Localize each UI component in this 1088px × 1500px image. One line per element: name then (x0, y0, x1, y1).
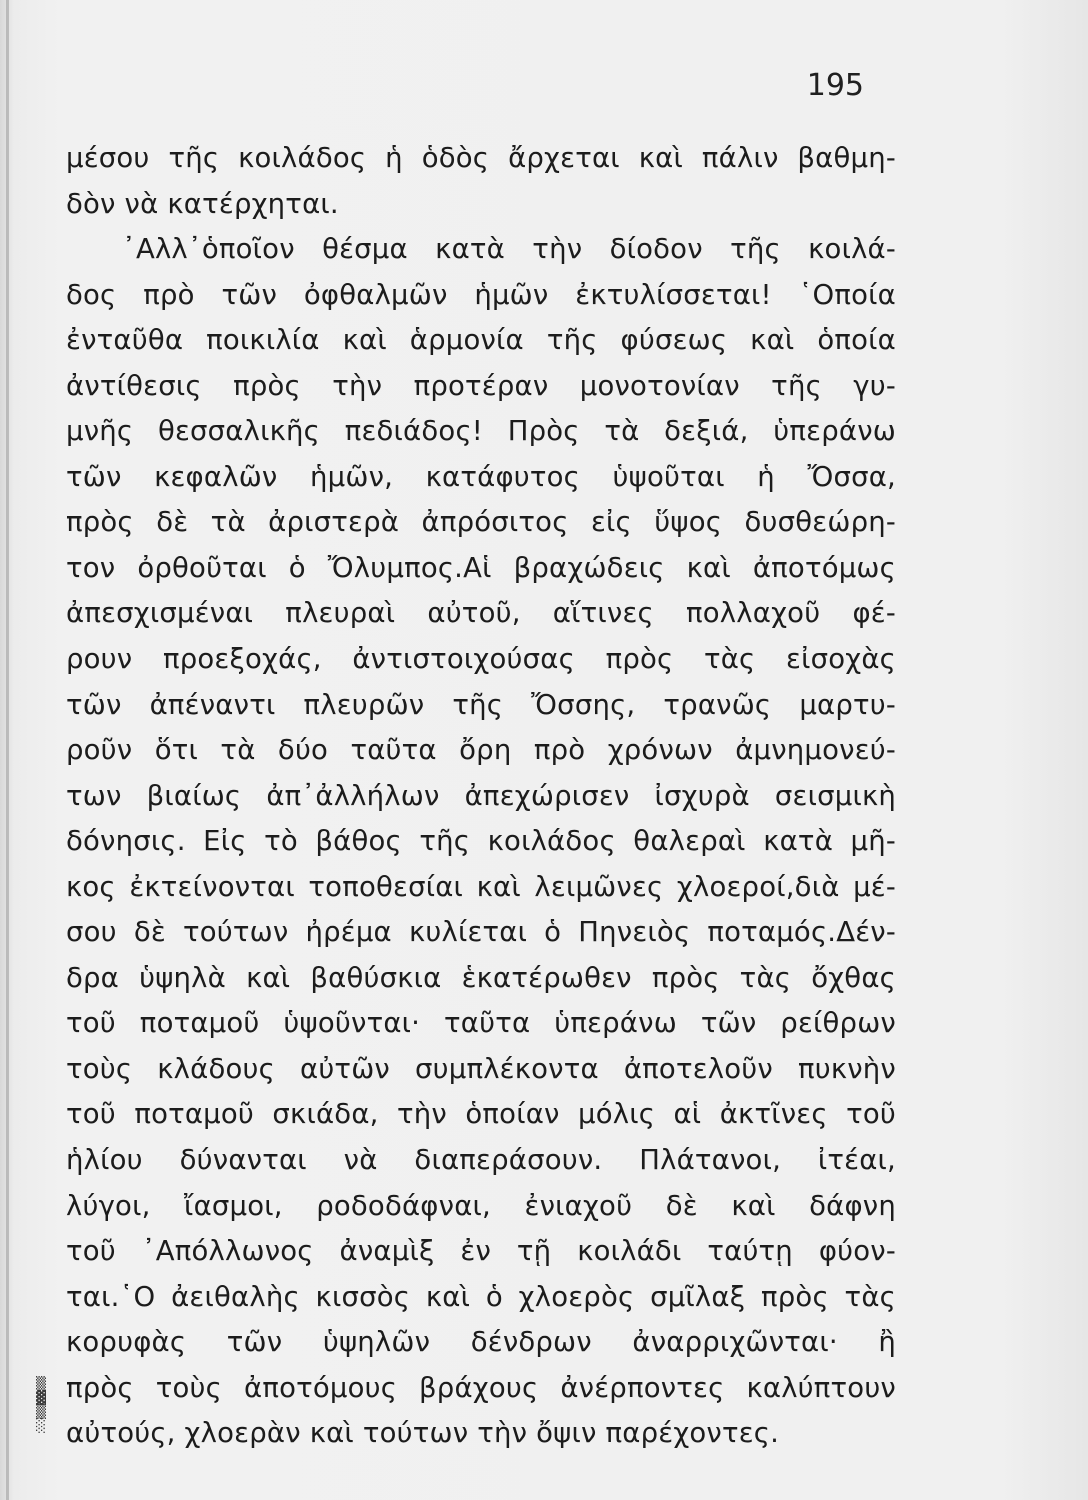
body-text (66, 136, 896, 1457)
text-line: μέσου τῆς κοιλάδος ἡ ὁδὸς ἄρχεται καὶ πάλιν βαθμη- (66, 142, 896, 174)
text-line: τον ὀρθοῦται ὁ Ὄλυμπος.Αἱ βραχώδεις καὶ ἀποτόμως (66, 551, 896, 584)
text-line: ρουν προεξοχάς, ἀντιστοιχούσας πρὸς τὰς εἰσοχὰς (66, 643, 896, 676)
book-spine-shadow (6, 0, 9, 1500)
text-line: πρὸς δὲ τὰ ἀριστερὰ ἀπρόσιτος εἰς ὕψος δυσθεώρη- (66, 506, 896, 539)
text-line: των βιαίως ἀπ᾿ἀλλήλων ἀπεχώρισεν ἰσχυρὰ σεισμικὴ (66, 779, 896, 812)
page-number: 195 (806, 68, 864, 103)
text-line: ἐνταῦθα ποικιλία καὶ ἁρμονία τῆς φύσεως καὶ ὁποία (66, 324, 896, 357)
text-line: ἡλίου δύνανται νὰ διαπεράσουν. Πλάτανοι, ἰτέαι, (66, 1144, 896, 1177)
text-line: σου δὲ τούτων ἠρέμα κυλίεται ὁ Πηνειὸς ποταμός.Δέν- (66, 916, 896, 949)
text-line: τοὺς κλάδους αὐτῶν συμπλέκοντα ἀποτελοῦν πυκνὴν (66, 1052, 896, 1085)
margin-stamp-icon: ▒ ▓ ▒ ░ (36, 1377, 46, 1434)
text-line: ροῦν ὅτι τὰ δύο ταῦτα ὄρη πρὸ χρόνων ἀμνημονεύ- (66, 734, 896, 767)
text-line: δρα ὑψηλὰ καὶ βαθύσκια ἑκατέρωθεν πρὸς τὰς ὄχθας (66, 961, 896, 994)
text-line: ται.῾Ο ἀειθαλὴς κισσὸς καὶ ὁ χλοερὸς σμῖλαξ πρὸς τὰς (66, 1280, 896, 1313)
text-line: τοῦ ποταμοῦ ὑψοῦνται· ταῦτα ὑπεράνω τῶν ρείθρων (66, 1007, 896, 1040)
text-line: τῶν ἀπέναντι πλευρῶν τῆς Ὄσσης, τρανῶς μαρτυ- (66, 688, 896, 721)
text-line: ἀπεσχισμέναι πλευραὶ αὐτοῦ, αἵτινες πολλαχοῦ φέ- (66, 597, 896, 630)
text-line: δος πρὸ τῶν ὀφθαλμῶν ἡμῶν ἐκτυλίσσεται! ῾Οποία (66, 278, 896, 311)
text-line: πρὸς τοὺς ἀποτόμους βράχους ἀνέρποντες καλύπτουν (66, 1371, 896, 1404)
text-line: μνῆς θεσσαλικῆς πεδιάδος! Πρὸς τὰ δεξιά, ὑπεράνω (66, 415, 896, 448)
text-line: ᾿Αλλ᾿ὁποῖον θέσμα κατὰ τὴν δίοδον τῆς κοιλά- (122, 233, 896, 266)
text-line: τοῦ ᾿Απόλλωνος ἀναμὶξ ἐν τῇ κοιλάδι ταύτῃ φύον- (66, 1235, 896, 1268)
text-line: λύγοι, ἴασμοι, ροδοδάφναι, ἐνιαχοῦ δὲ καὶ δάφνη (66, 1189, 896, 1222)
text-line: κος ἐκτείνονται τοποθεσίαι καὶ λειμῶνες χλοεροί,διὰ μέ- (66, 870, 896, 903)
text-line: τῶν κεφαλῶν ἡμῶν, κατάφυτος ὑψοῦται ἡ Ὄσσα, (66, 460, 896, 493)
text-line: αὐτούς, χλοερὰν καὶ τούτων τὴν ὄψιν παρέχοντες. (66, 1417, 780, 1450)
text-line: δὸν νὰ κατέρχηται. (66, 187, 339, 220)
text-line: δόνησις. Εἰς τὸ βάθος τῆς κοιλάδος θαλεραὶ κατὰ μῆ- (66, 825, 896, 858)
text-line: κορυφὰς τῶν ὑψηλῶν δένδρων ἀναρριχῶνται· ἢ (66, 1326, 896, 1359)
text-line: τοῦ ποταμοῦ σκιάδα, τὴν ὁποίαν μόλις αἱ ἀκτῖνες τοῦ (66, 1098, 896, 1131)
text-line: ἀντίθεσις πρὸς τὴν προτέραν μονοτονίαν τῆς γυ- (66, 369, 896, 402)
